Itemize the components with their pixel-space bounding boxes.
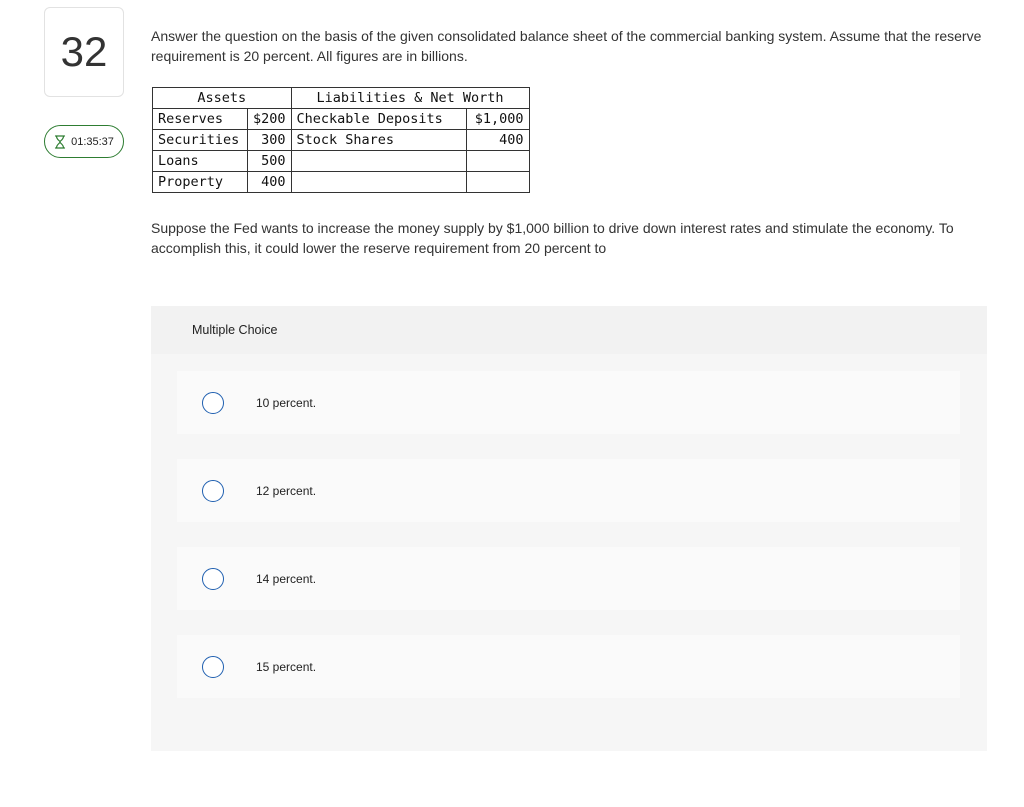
liability-label: Stock Shares: [291, 130, 466, 151]
liability-label: [291, 172, 466, 193]
option-10-percent[interactable]: [177, 371, 960, 434]
hourglass-icon: [54, 135, 66, 149]
timer-badge[interactable]: [44, 125, 124, 158]
radio-button[interactable]: [202, 568, 224, 590]
multiple-choice-header: Multiple Choice: [151, 306, 987, 354]
liability-value: [466, 172, 529, 193]
liabilities-header: Liabilities & Net Worth: [291, 88, 529, 109]
asset-label: Reserves: [153, 109, 248, 130]
radio-button[interactable]: [202, 392, 224, 414]
table-header-row: [153, 88, 530, 109]
asset-label: Securities: [153, 130, 248, 151]
asset-label: Property: [153, 172, 248, 193]
liability-value: [466, 151, 529, 172]
table-row: [153, 130, 530, 151]
radio-button[interactable]: [202, 656, 224, 678]
asset-label: Loans: [153, 151, 248, 172]
table-row: [153, 151, 530, 172]
option-label: 12 percent.: [256, 483, 317, 498]
assets-header: Assets: [153, 88, 292, 109]
multiple-choice-panel: [151, 306, 987, 751]
timer-text: 01:35:37: [71, 135, 114, 148]
option-14-percent[interactable]: [177, 547, 960, 610]
option-label: 14 percent.: [256, 571, 317, 586]
asset-value: 400: [248, 172, 292, 193]
table-row: [153, 172, 530, 193]
option-label: 10 percent.: [256, 395, 317, 410]
asset-value: $200: [248, 109, 292, 130]
table-row: [153, 109, 530, 130]
option-label: 15 percent.: [256, 659, 317, 674]
liability-label: [291, 151, 466, 172]
question-text: Answer the question on the basis of the given consolidated balance sheet of the commercial banking system. Assume that the reserve requirement is 20 percent. All figures are in billions.: [151, 28, 982, 64]
asset-value: 300: [248, 130, 292, 151]
asset-value: 500: [248, 151, 292, 172]
balance-sheet-table: [152, 87, 530, 193]
option-15-percent[interactable]: [177, 635, 960, 698]
liability-value: 400: [466, 130, 529, 151]
option-12-percent[interactable]: [177, 459, 960, 522]
followup-text: Suppose the Fed wants to increase the money supply by $1,000 billion to drive down interest rates and stimulate the economy. To accomplish this, it could lower the reserve requirement from 20 percent to: [151, 220, 954, 256]
liability-label: Checkable Deposits: [291, 109, 466, 130]
liability-value: $1,000: [466, 109, 529, 130]
question-number: 32: [44, 7, 124, 97]
radio-button[interactable]: [202, 480, 224, 502]
